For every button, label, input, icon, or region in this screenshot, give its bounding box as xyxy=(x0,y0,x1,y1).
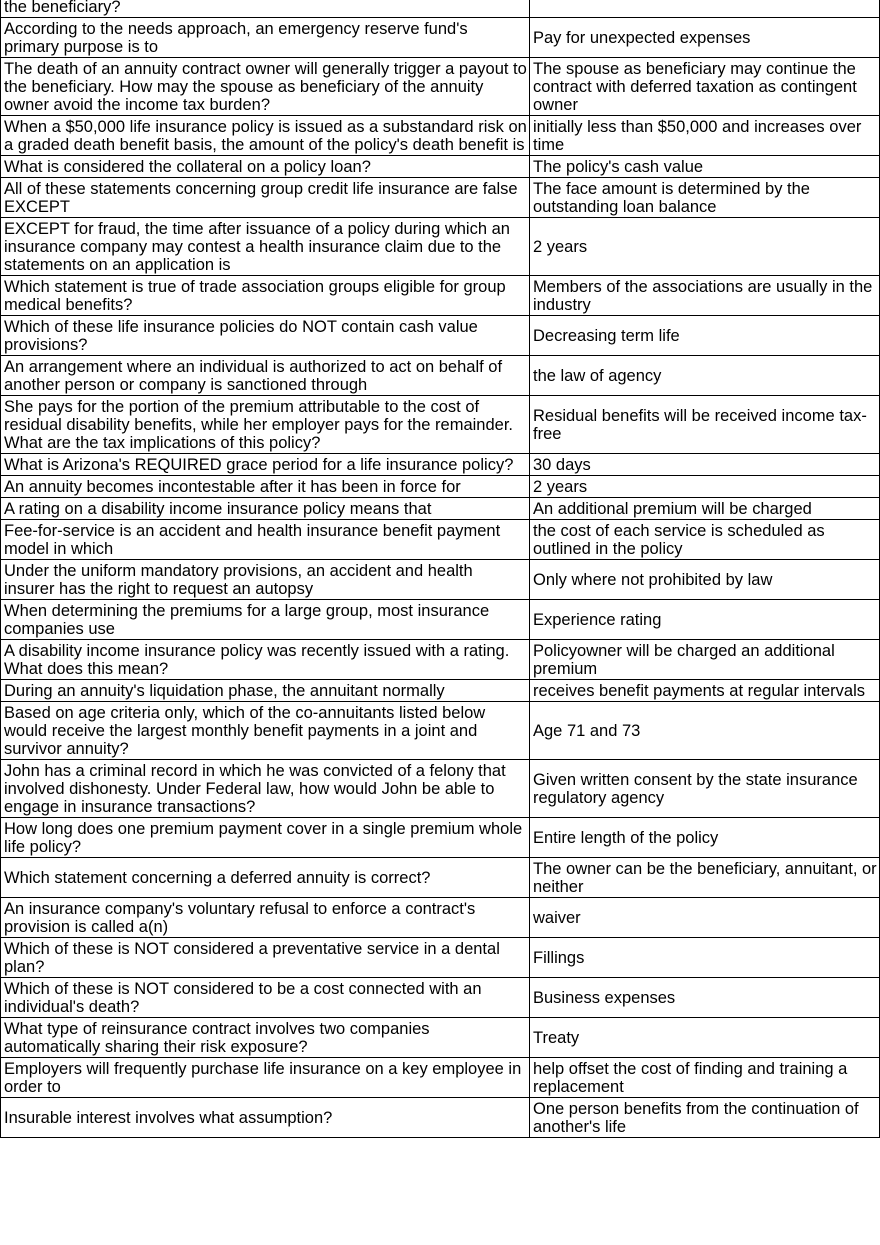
answer-cell: Residual benefits will be received income tax-free xyxy=(530,396,880,454)
answer-cell: An additional premium will be charged xyxy=(530,498,880,520)
table-row xyxy=(1,600,880,640)
question-cell: Fee-for-service is an accident and health insurance benefit payment model in which xyxy=(1,520,530,560)
question-cell: Which statement is true of trade association groups eligible for group medical benefits? xyxy=(1,276,530,316)
question-cell: She pays for the portion of the premium attributable to the cost of residual disability benefits, while her employer pays for the remainder. What are the tax implications of this policy? xyxy=(1,396,530,454)
question-cell: EXCEPT for fraud, the time after issuance of a policy during which an insurance company may contest a health insurance claim due to the statements on an application is xyxy=(1,218,530,276)
question-cell: The death of an annuity contract owner will generally trigger a payout to the beneficiary. How may the spouse as beneficiary of the annuity owner avoid the income tax burden? xyxy=(1,58,530,116)
question-cell: Under the uniform mandatory provisions, an accident and health insurer has the right to request an autopsy xyxy=(1,560,530,600)
answer-cell: Experience rating xyxy=(530,600,880,640)
question-cell: According to the needs approach, an emergency reserve fund's primary purpose is to xyxy=(1,18,530,58)
answer-cell: The spouse as beneficiary may continue the contract with deferred taxation as contingent owner xyxy=(530,58,880,116)
table-row xyxy=(1,58,880,116)
table-row xyxy=(1,818,880,858)
answer-cell: The owner can be the beneficiary, annuitant, or neither xyxy=(530,858,880,898)
answer-cell: Given written consent by the state insurance regulatory agency xyxy=(530,760,880,818)
table-row xyxy=(1,218,880,276)
answer-cell: receives benefit payments at regular intervals xyxy=(530,680,880,702)
question-cell: During an annuity's liquidation phase, the annuitant normally xyxy=(1,680,530,702)
question-cell: Which of these is NOT considered to be a cost connected with an individual's death? xyxy=(1,978,530,1018)
answer-cell: Policyowner will be charged an additional premium xyxy=(530,640,880,680)
table-row xyxy=(1,760,880,818)
table-row xyxy=(1,520,880,560)
question-cell: How long does one premium payment cover in a single premium whole life policy? xyxy=(1,818,530,858)
question-cell: What is considered the collateral on a policy loan? xyxy=(1,156,530,178)
answer-cell xyxy=(530,0,880,18)
answer-cell: 30 days xyxy=(530,454,880,476)
table-row xyxy=(1,316,880,356)
table-row xyxy=(1,640,880,680)
question-cell: When determining the premiums for a large group, most insurance companies use xyxy=(1,600,530,640)
table-row xyxy=(1,476,880,498)
question-cell: A rating on a disability income insurance policy means that xyxy=(1,498,530,520)
answer-cell: Decreasing term life xyxy=(530,316,880,356)
table-row xyxy=(1,1018,880,1058)
question-cell: An arrangement where an individual is authorized to act on behalf of another person or company is sanctioned through xyxy=(1,356,530,396)
answer-cell: The face amount is determined by the outstanding loan balance xyxy=(530,178,880,218)
answer-cell: Pay for unexpected expenses xyxy=(530,18,880,58)
question-cell: Insurable interest involves what assumption? xyxy=(1,1098,530,1138)
table-row xyxy=(1,18,880,58)
answer-cell: The policy's cash value xyxy=(530,156,880,178)
question-cell: Employers will frequently purchase life insurance on a key employee in order to xyxy=(1,1058,530,1098)
question-cell: John has a criminal record in which he was convicted of a felony that involved dishonesty. Under Federal law, how would John be able to engage in insurance transactions? xyxy=(1,760,530,818)
question-cell: Which statement concerning a deferred annuity is correct? xyxy=(1,858,530,898)
table-row xyxy=(1,702,880,760)
question-cell: When a $50,000 life insurance policy is issued as a substandard risk on a graded death benefit basis, the amount of the policy's death benefit is xyxy=(1,116,530,156)
answer-cell: 2 years xyxy=(530,476,880,498)
answer-cell: Fillings xyxy=(530,938,880,978)
answer-cell: 2 years xyxy=(530,218,880,276)
table-row xyxy=(1,1098,880,1138)
question-cell: the beneficiary? xyxy=(1,0,530,18)
table-row xyxy=(1,978,880,1018)
answer-cell: One person benefits from the continuation of another's life xyxy=(530,1098,880,1138)
answer-cell: Only where not prohibited by law xyxy=(530,560,880,600)
table-row xyxy=(1,858,880,898)
table-row xyxy=(1,898,880,938)
table-row xyxy=(1,156,880,178)
answer-cell: the law of agency xyxy=(530,356,880,396)
answer-cell: Business expenses xyxy=(530,978,880,1018)
question-cell: An insurance company's voluntary refusal to enforce a contract's provision is called a(n) xyxy=(1,898,530,938)
table-row xyxy=(1,498,880,520)
table-row xyxy=(1,276,880,316)
table-row xyxy=(1,1058,880,1098)
question-cell: Which of these life insurance policies do NOT contain cash value provisions? xyxy=(1,316,530,356)
table-row xyxy=(1,454,880,476)
answer-cell: help offset the cost of finding and training a replacement xyxy=(530,1058,880,1098)
question-cell: A disability income insurance policy was recently issued with a rating. What does this mean? xyxy=(1,640,530,680)
answer-cell: Entire length of the policy xyxy=(530,818,880,858)
table-row xyxy=(1,116,880,156)
table-row xyxy=(1,0,880,18)
question-cell: Based on age criteria only, which of the co-annuitants listed below would receive the largest monthly benefit payments in a joint and survivor annuity? xyxy=(1,702,530,760)
question-cell: All of these statements concerning group credit life insurance are false EXCEPT xyxy=(1,178,530,218)
table-row xyxy=(1,560,880,600)
answer-cell: waiver xyxy=(530,898,880,938)
answer-cell: Treaty xyxy=(530,1018,880,1058)
question-cell: What is Arizona's REQUIRED grace period for a life insurance policy? xyxy=(1,454,530,476)
table-row xyxy=(1,178,880,218)
table-row xyxy=(1,396,880,454)
table-row xyxy=(1,938,880,978)
table-row xyxy=(1,680,880,702)
question-cell: Which of these is NOT considered a preventative service in a dental plan? xyxy=(1,938,530,978)
answer-cell: the cost of each service is scheduled as outlined in the policy xyxy=(530,520,880,560)
answer-cell: Members of the associations are usually in the industry xyxy=(530,276,880,316)
answer-cell: initially less than $50,000 and increases over time xyxy=(530,116,880,156)
question-cell: An annuity becomes incontestable after it has been in force for xyxy=(1,476,530,498)
table-row xyxy=(1,356,880,396)
question-cell: What type of reinsurance contract involves two companies automatically sharing their risk exposure? xyxy=(1,1018,530,1058)
answer-cell: Age 71 and 73 xyxy=(530,702,880,760)
